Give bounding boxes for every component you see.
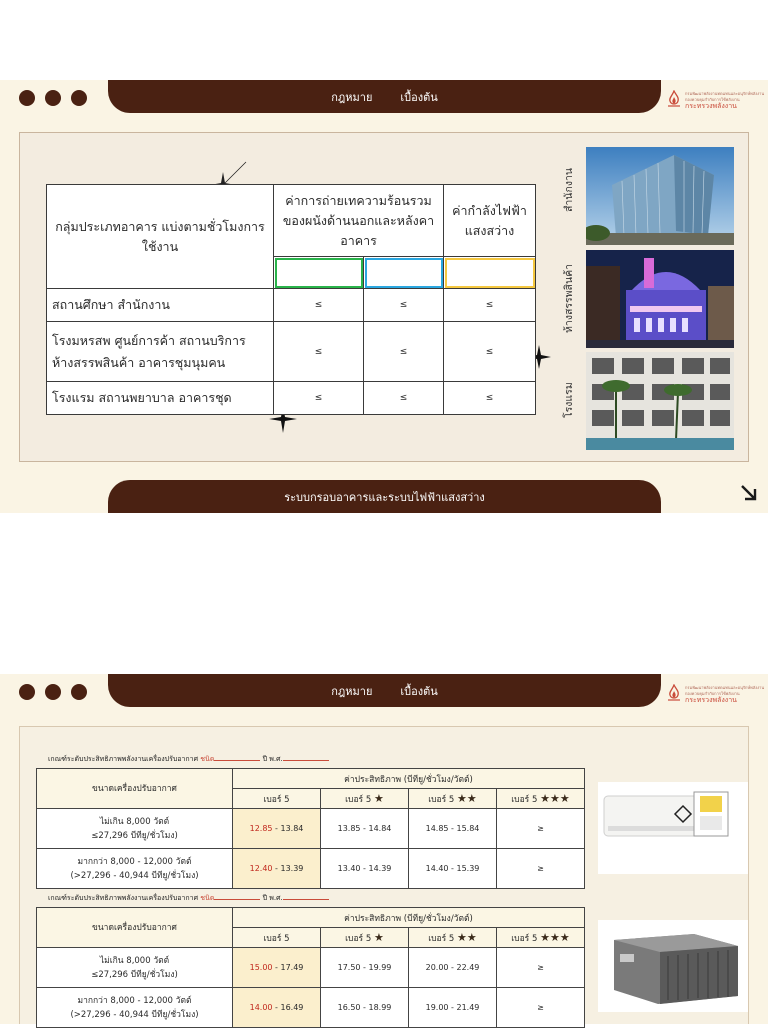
cell-value: ≤ xyxy=(444,322,536,382)
cell-value: ≤ xyxy=(274,382,364,415)
star-icon: ★ xyxy=(373,791,384,805)
star-icon: ★ xyxy=(549,791,560,805)
star-icon: ★ xyxy=(466,791,477,805)
value-grade5-3star: ≥ xyxy=(497,988,585,1028)
value-grade5: 12.85 - 13.84 xyxy=(233,809,321,849)
dede-logo xyxy=(667,682,763,704)
header-building-group: กลุ่มประเภทอาคาร แบ่งตามชั่วโมงการใช้งาน xyxy=(47,185,274,289)
star-icon: ★ xyxy=(457,791,467,805)
grade-5-1star: เบอร์ 5 ★ xyxy=(321,789,409,809)
row-label-commercial: โรงมหรสพ ศูนย์การค้า สถานบริการ ห้างสรรพสินค้า อาคารชุมนุมคน xyxy=(47,322,274,382)
grade-5: เบอร์ 5 xyxy=(233,928,321,948)
star-icon: ★ xyxy=(559,930,570,944)
nav-item-law[interactable]: กฎหมาย xyxy=(331,684,373,698)
size-row-1: ไม่เกิน 8,000 วัตต์ ≤27,296 บีทียู/ชั่วโมง) xyxy=(37,809,233,849)
value-grade5-2star: 19.00 - 21.49 xyxy=(409,988,497,1028)
caption-type: ชนิด xyxy=(200,755,215,763)
logo-line-3: กระทรวงพลังงาน xyxy=(685,696,737,704)
grade-5-3star: เบอร์ 5 ★★★ xyxy=(497,928,585,948)
value-grade5-2star: 20.00 - 22.49 xyxy=(409,948,497,988)
dot-2 xyxy=(45,684,61,700)
cell-value: ≤ xyxy=(364,289,444,322)
value-grade5: 12.40 - 13.39 xyxy=(233,849,321,889)
header-ottv: ค่าการถ่ายเทความร้อนรวมของผนังด้านนอกและหลังคาอาคาร xyxy=(274,185,444,257)
value-grade5-1star: 13.40 - 14.39 xyxy=(321,849,409,889)
flame-logo-icon xyxy=(667,684,681,702)
value-grade5-1star: 17.50 - 19.99 xyxy=(321,948,409,988)
photo-label-mall: ห้างสรรพสินค้า xyxy=(563,263,575,333)
ottv-wall-swatch xyxy=(274,257,364,289)
lighting-swatch xyxy=(444,257,536,289)
nav-item-law[interactable]: กฎหมาย xyxy=(331,90,373,104)
star-icon: ★ xyxy=(559,791,570,805)
criteria-caption-1 xyxy=(48,754,329,765)
logo-line-2: กองควบคุมกำกับการใช้พลังงาน xyxy=(685,691,740,696)
arrow-down-right-icon[interactable] xyxy=(738,482,760,504)
nav-item-basic[interactable]: เบื้องต้น xyxy=(400,684,438,698)
value-grade5-1star: 13.85 - 14.84 xyxy=(321,809,409,849)
header-efficiency: ค่าประสิทธิภาพ (บีทียู/ชั่วโมง/วัตต์) xyxy=(233,908,585,928)
logo-line-2: กองควบคุมกำกับการใช้พลังงาน xyxy=(685,97,740,102)
aircon-table-2 xyxy=(36,907,585,1028)
value-grade5: 14.00 - 16.49 xyxy=(233,988,321,1028)
logo-line-1: กรมพัฒนาพลังงานทดแทนและอนุรักษ์พลังงาน xyxy=(685,685,765,690)
row-label-office: สถานศึกษา สำนักงาน xyxy=(47,289,274,322)
cell-value: ≤ xyxy=(444,382,536,415)
cell-value: ≤ xyxy=(364,382,444,415)
dede-logo xyxy=(667,88,763,110)
row-label-hotel: โรงแรม สถานพยาบาล อาคารชุด xyxy=(47,382,274,415)
value-grade5-3star: ≥ xyxy=(497,948,585,988)
ottv-roof-swatch xyxy=(364,257,444,289)
caption-type: ชนิด xyxy=(200,894,215,902)
value-grade5-3star: ≥ xyxy=(497,849,585,889)
grade-5: เบอร์ 5 xyxy=(233,789,321,809)
size-row-2: มากกว่า 8,000 - 12,000 วัตต์ (>27,296 - 40,944 บีทียู/ชั่วโมง) xyxy=(37,988,233,1028)
mall-building-photo xyxy=(586,250,734,348)
dot-1 xyxy=(19,684,35,700)
star-icon: ★ xyxy=(466,930,477,944)
caption-text: เกณฑ์ระดับประสิทธิภาพพลังงานเครื่องปรับอากาศ xyxy=(48,755,199,763)
header-efficiency: ค่าประสิทธิภาพ (บีทียู/ชั่วโมง/วัตต์) xyxy=(233,769,585,789)
value-grade5-2star: 14.85 - 15.84 xyxy=(409,809,497,849)
aircon-table-1 xyxy=(36,768,585,889)
window-dots xyxy=(19,684,87,700)
window-dots xyxy=(19,90,87,106)
nav-item-basic[interactable]: เบื้องต้น xyxy=(400,90,438,104)
criteria-caption-2 xyxy=(48,893,329,904)
photo-label-hotel: โรงแรม xyxy=(563,382,575,418)
split-aircon-photo xyxy=(598,782,748,874)
dot-2 xyxy=(45,90,61,106)
top-nav-bar xyxy=(108,674,661,707)
grade-5-2star: เบอร์ 5 ★★ xyxy=(409,789,497,809)
logo-line-3: กระทรวงพลังงาน xyxy=(685,102,737,110)
package-aircon-photo xyxy=(598,920,748,1012)
caption-year: ปี พ.ศ. xyxy=(262,894,283,902)
footer-title: ระบบกรอบอาคารและระบบไฟฟ้าแสงสว่าง xyxy=(284,490,485,504)
size-row-1: ไม่เกิน 8,000 วัตต์ ≤27,296 บีทียู/ชั่วโมง) xyxy=(37,948,233,988)
caption-text: เกณฑ์ระดับประสิทธิภาพพลังงานเครื่องปรับอากาศ xyxy=(48,894,199,902)
cell-value: ≤ xyxy=(274,322,364,382)
dot-3 xyxy=(71,684,87,700)
hotel-building-photo xyxy=(586,352,734,450)
grade-5-3star: เบอร์ 5 ★★★ xyxy=(497,789,585,809)
star-icon: ★ xyxy=(373,930,384,944)
header-lighting-power: ค่ากำลังไฟฟ้าแสงสว่าง xyxy=(444,185,536,257)
cell-value: ≤ xyxy=(444,289,536,322)
cell-value: ≤ xyxy=(274,289,364,322)
size-row-2: มากกว่า 8,000 - 12,000 วัตต์ (>27,296 - 40,944 บีทียู/ชั่วโมง) xyxy=(37,849,233,889)
grade-5-2star: เบอร์ 5 ★★ xyxy=(409,928,497,948)
caption-year: ปี พ.ศ. xyxy=(262,755,283,763)
photo-label-office: สำนักงาน xyxy=(563,167,575,213)
logo-line-1: กรมพัฒนาพลังงานทดแทนและอนุรักษ์พลังงาน xyxy=(685,91,765,96)
star-icon: ★ xyxy=(549,930,560,944)
star-icon: ★ xyxy=(457,930,467,944)
envelope-lighting-table xyxy=(46,184,536,415)
office-building-photo xyxy=(586,147,734,245)
dot-1 xyxy=(19,90,35,106)
footer-title-bar xyxy=(108,480,661,513)
star-icon: ★ xyxy=(540,791,550,805)
value-grade5-3star: ≥ xyxy=(497,809,585,849)
top-nav-bar xyxy=(108,80,661,113)
header-size: ขนาดเครื่องปรับอากาศ xyxy=(37,908,233,948)
header-size: ขนาดเครื่องปรับอากาศ xyxy=(37,769,233,809)
value-grade5-2star: 14.40 - 15.39 xyxy=(409,849,497,889)
star-icon: ★ xyxy=(540,930,550,944)
value-grade5-1star: 16.50 - 18.99 xyxy=(321,988,409,1028)
value-grade5: 15.00 - 17.49 xyxy=(233,948,321,988)
cell-value: ≤ xyxy=(364,322,444,382)
dot-3 xyxy=(71,90,87,106)
grade-5-1star: เบอร์ 5 ★ xyxy=(321,928,409,948)
flame-logo-icon xyxy=(667,90,681,108)
